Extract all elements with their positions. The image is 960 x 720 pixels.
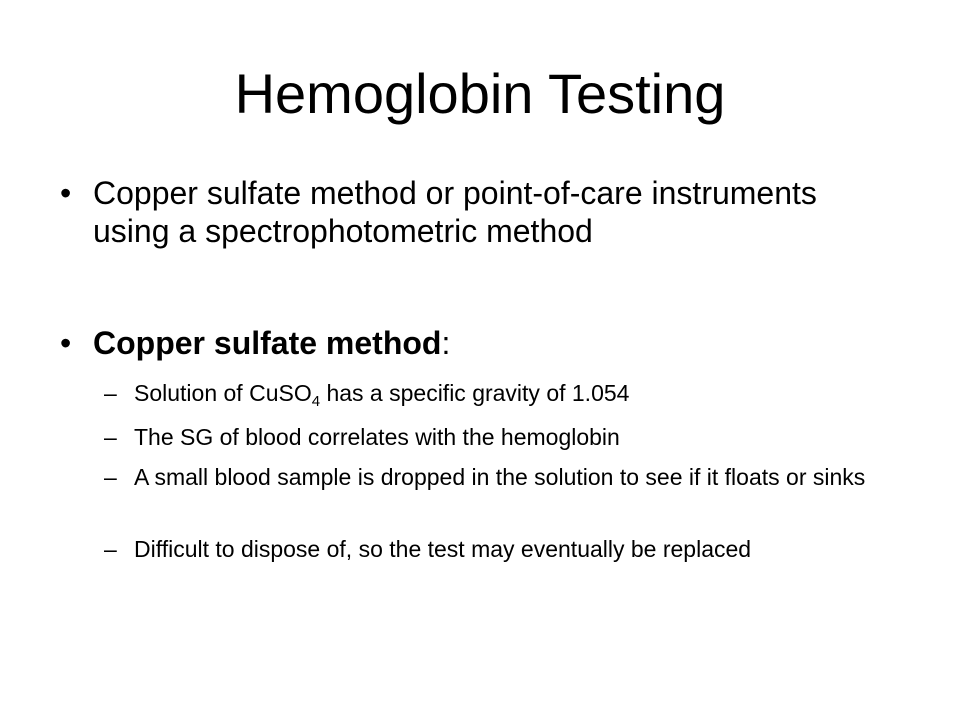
- bullet-suffix: :: [441, 325, 451, 361]
- subbullet-item: [104, 536, 924, 563]
- bullet-item: [60, 174, 860, 250]
- subbullet-marker: –: [104, 536, 117, 562]
- subbullet-text-before: Solution of CuSO: [134, 380, 312, 406]
- subbullet-item: [104, 380, 924, 410]
- bullet-marker: •: [60, 325, 72, 361]
- slide-title: Hemoglobin Testing: [234, 62, 726, 125]
- bullet-item: [60, 324, 860, 362]
- subbullet-item: [104, 424, 924, 451]
- subbullet-marker: –: [104, 424, 117, 450]
- subscript: 4: [311, 393, 321, 410]
- bullet-text: Copper sulfate method or point-of-care instruments using a spectrophotometric method: [93, 175, 817, 249]
- subbullet-item: [104, 464, 924, 491]
- bullet-marker: •: [60, 175, 72, 211]
- subbullet-text: Difficult to dispose of, so the test may eventually be replaced: [134, 536, 752, 562]
- bullet-text: [93, 324, 860, 362]
- subbullet-marker: –: [104, 464, 117, 490]
- subbullet-text: The SG of blood correlates with the hemoglobin: [134, 424, 620, 450]
- bullet-bold-text: Copper sulfate method: [93, 325, 442, 361]
- subbullet-text-after: has a specific gravity of 1.054: [320, 380, 630, 406]
- subbullet-text: A small blood sample is dropped in the solution to see if it floats or sinks: [134, 464, 866, 490]
- subbullet-marker: –: [104, 380, 117, 406]
- subbullet-text: [134, 380, 924, 410]
